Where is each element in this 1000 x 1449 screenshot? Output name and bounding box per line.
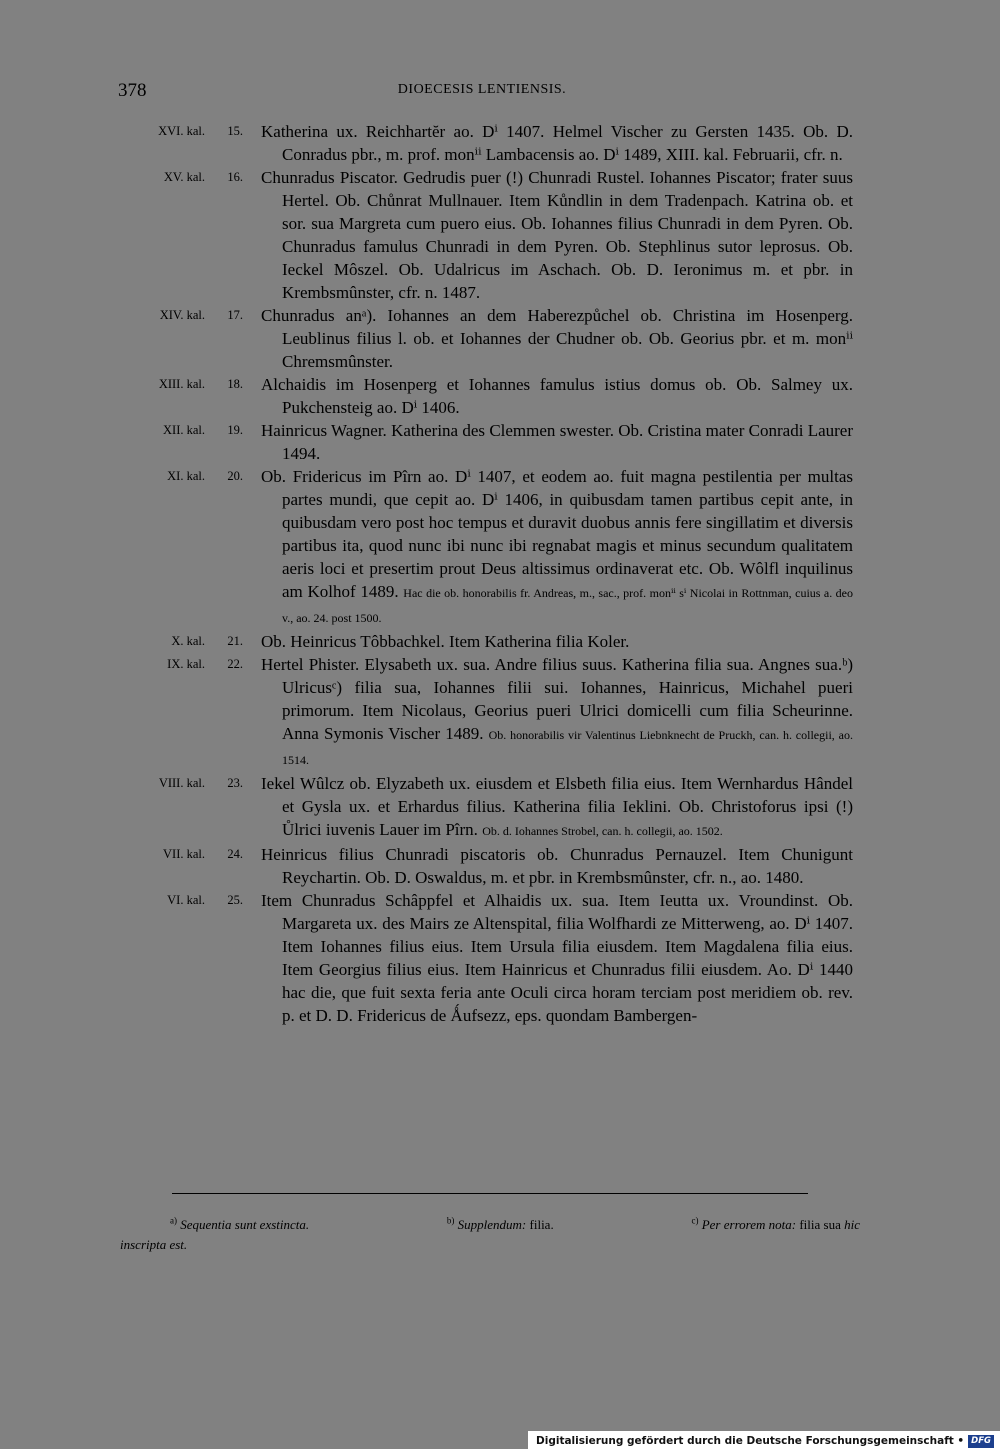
entry (0, 889, 1000, 1027)
footnotes (120, 1215, 860, 1255)
entry-text: Heinricus filius Chunradi piscatoris ob. Chunradus Pernauzel. Item Chunigunt Reychartin. Ob. D. Oswaldus, m. et pbr. in Krembsmûnster, cfr. n., ao. 1480. (261, 845, 853, 887)
entry-day: 25. (227, 893, 243, 907)
entry-day: 19. (227, 423, 243, 437)
entry-day: 18. (227, 377, 243, 391)
dfg-logo-icon: DFG (968, 1435, 994, 1448)
entry-day: 24. (227, 847, 243, 861)
entry-main-text: Hertel Phister. Elysabeth ux. sua. Andre filius suus. Katherina filia sua. Angnes sua.ᵇ) Ulricusᶜ) filia sua, Iohannes filii sui. Iohannes, Hainricus, Michahel pueri primorum. Item Nicolaus, Georius pueri Ulrici domicelli cum filia Scheurinne. Anna Symonis Vischer 1489. (261, 655, 853, 743)
entry-text: Hainricus Wagner. Katherina des Clemmen swester. Ob. Cristina mater Conradi Laurer 1494. (261, 421, 853, 463)
entry (0, 120, 1000, 166)
banner-text: Digitalisierung gefördert durch die Deutsche Forschungsgemeinschaft • (536, 1435, 965, 1447)
footnote-c: $^{c)}$ Per errorem nota: filia sua hic (691, 1215, 860, 1232)
entry-text: Chunradus Piscator. Gedrudis puer (!) Chunradi Rustel. Iohannes Piscator; frater suus Hertel. Ob. Chůnrat Mullnauer. Item Kůndlin in dem Tradenpach. Katrina ob. et sor. sua Margreta cum puero eius. Ob. Iohannes filius Chunradi in dem Pyren. Ob. Chunradus famulus Chunradi in dem Pyren. Ob. Stephlinus sutor leprosus. Ob. Ieckel Môszel. Ob. Udalricus im Aschach. Ob. D. Ieronimus m. et pbr. in Krembsmûnster, cfr. n. 1487. (261, 168, 853, 302)
entry-text (261, 465, 853, 630)
entry-day: 22. (227, 657, 243, 671)
entry-date: VI. kal. (167, 893, 205, 907)
footnote-divider (172, 1193, 808, 1194)
entry-day: 23. (227, 776, 243, 790)
entry (0, 166, 1000, 304)
entry (0, 304, 1000, 373)
footnote-row (120, 1215, 860, 1235)
entry (0, 419, 1000, 465)
entry-day: 17. (227, 308, 243, 322)
entry-date: VII. kal. (163, 847, 205, 861)
entry (0, 653, 1000, 772)
running-title: DIOECESIS LENTIENSIS. (397, 82, 567, 97)
entry-text: Chunradus anᵃ). Iohannes an dem Haberezpůchel ob. Christina im Hosenperg. Leublinus filius l. ob. et Iohannes der Chudner ob. Ob. Georius pbr. et m. monⁱⁱ Chremsmûnster. (261, 306, 853, 371)
entry-later-addition: Ob. honorabilis vir Valentinus Liebnknecht de Pruckh, can. h. collegii, ao. 1514. (282, 728, 853, 767)
entry (0, 843, 1000, 889)
entry (0, 630, 1000, 653)
dfg-banner (528, 1431, 1000, 1449)
entry-later-addition: Ob. d. Iohannes Strobel, can. h. collegii, ao. 1502. (482, 824, 723, 838)
entry-day: 20. (227, 469, 243, 483)
entry-date: XV. kal. (163, 170, 205, 184)
entry-date: XI. kal. (167, 469, 205, 483)
entry-text: Katherina ux. Reichhartĕr ao. Dⁱ 1407. Helmel Vischer zu Gersten 1435. Ob. D. Conradus pbr., m. prof. monⁱⁱ Lambacensis ao. Dⁱ 1489, XIII. kal. Februarii, cfr. n. (261, 122, 853, 164)
entry-text: Item Chunradus Schâppfel et Alhaidis ux. sua. Item Ieutta ux. Vroundinst. Ob. Margareta ux. des Mairs ze Altenspital, filia Wolfhardi ze Mitterweng, ao. Dⁱ 1407. Item Iohannes filius eius. Item Ursula filia eiusdem. Item Magdalena filia eius. Item Georgius filius eius. Item Hainricus et Chunradus filii eiusdem. Ao. Dⁱ 1440 hac die, que fuit sexta feria ante Oculi circa horam terciam post meridiem ob. rev. p. et D. D. Fridericus de Ǻufsezz, eps. quondam Bambergen- (261, 891, 853, 1025)
calendar-entries (0, 120, 1000, 1027)
entry-text: Ob. Heinricus Tôbbachkel. Item Katherina filia Koler. (261, 632, 630, 651)
entry-date: X. kal. (171, 634, 205, 648)
entry-date: IX. kal. (167, 657, 205, 671)
entry-date: XIII. kal. (158, 377, 205, 391)
footnote-a: $^{a)}$ Sequentia sunt exstincta. (170, 1215, 310, 1232)
entry-day: 21. (227, 634, 243, 648)
entry-text (261, 653, 853, 772)
entry-date: XIV. kal. (159, 308, 205, 322)
entry-day: 16. (227, 170, 243, 184)
entry (0, 373, 1000, 419)
entry-main-text: Iekel Wûlcz ob. Elyzabeth ux. eiusdem et Elsbeth filia eius. Item Wernhardus Hândel et Gysla ux. et Erhardus filius. Katherina filia Ieklini. Ob. Christoforus ipsi (!) Ůlrici iuvenis Lauer im Pîrn. (261, 774, 853, 839)
entry-text (261, 772, 853, 843)
page-header (118, 80, 846, 106)
entry (0, 772, 1000, 843)
footnote-c-continuation: inscripta est. (120, 1237, 188, 1252)
entry-day: 15. (227, 124, 243, 138)
entry-date: VIII. kal. (158, 776, 205, 790)
entry-later-addition: Hac die ob. honorabilis fr. Andreas, m., sac., prof. monⁱⁱ sⁱ Nicolai in Rottnman, cuius a. deo v., ao. 24. post 1500. (282, 586, 853, 625)
entry-text: Alchaidis im Hosenperg et Iohannes famulus istius domus ob. Ob. Salmey ux. Pukchensteig ao. Dⁱ 1406. (261, 375, 853, 417)
entry (0, 465, 1000, 630)
footnote-b: $^{b)}$ Supplendum: filia. (446, 1215, 554, 1232)
entry-main-text: Ob. Fridericus im Pîrn ao. Dⁱ 1407, et eodem ao. fuit magna pestilentia per multas partes mundi, que cepit ao. Dⁱ 1406, in quibusdam tamen partibus cepit ante, in quibusdam vero post hoc tempus et duravit duobus annis fere singillatim et diversis partibus ita, quod nunc ibi nunc ibi regnabat magis et minus secundum qualitatem aeris loci et presertim prout Deus altissimus ordinaverat etc. Ob. Wôlfl inquilinus am Kolhof 1489. (261, 467, 853, 601)
entry-date: XII. kal. (163, 423, 205, 437)
page-number: 378 (118, 80, 147, 101)
entry-date: XVI. kal. (158, 124, 205, 138)
